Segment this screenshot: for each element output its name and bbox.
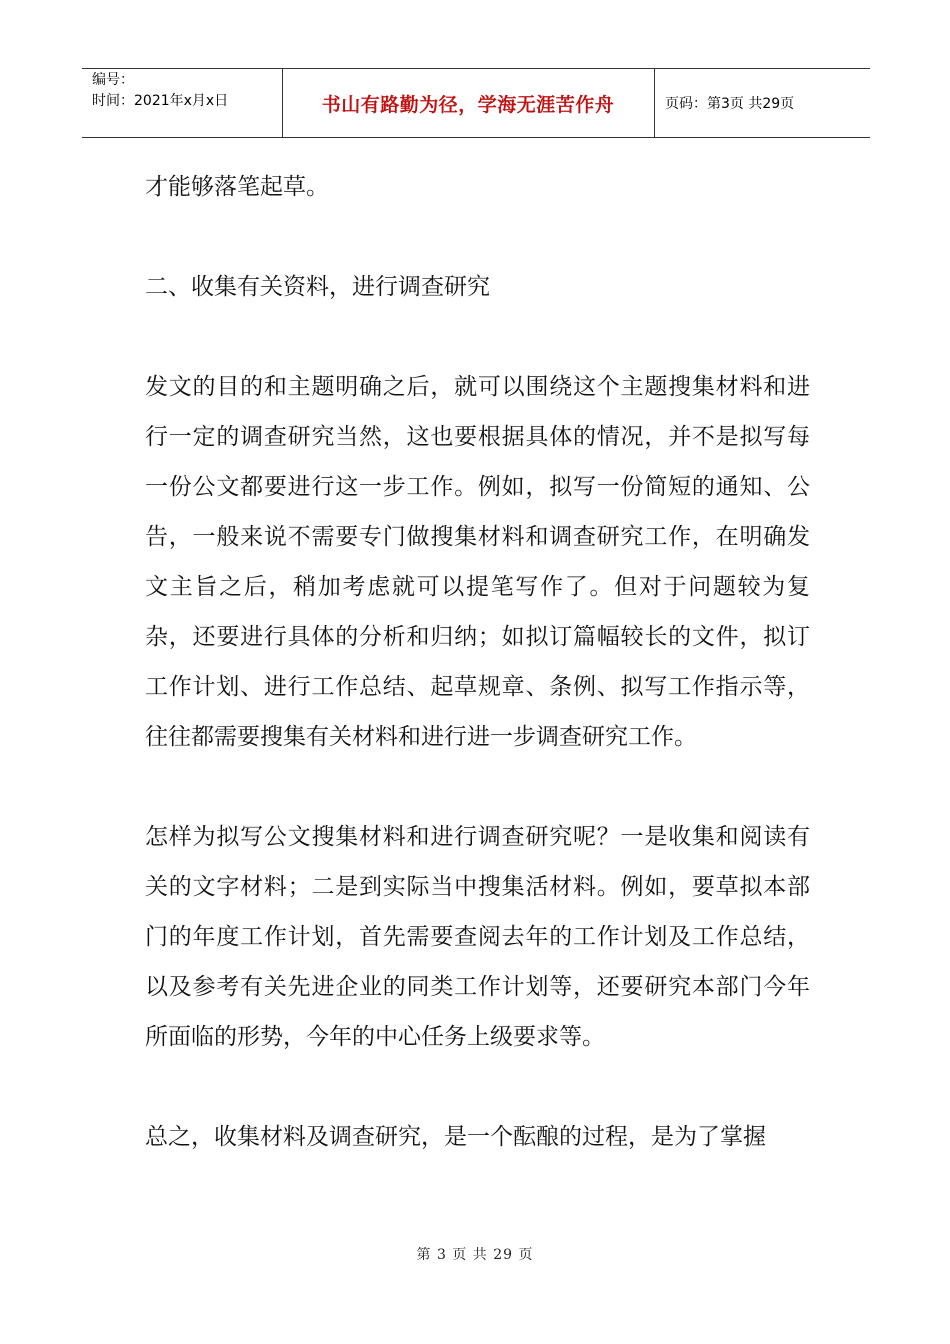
header-page-cell xyxy=(655,69,870,137)
header-motto-cell xyxy=(282,69,655,137)
header-meta-cell xyxy=(82,69,283,137)
document-date: 时间：2021年x月x日 xyxy=(92,93,229,109)
body-paragraph: 怎样为拟写公文搜集材料和进行调查研究呢？一是收集和阅读有关的文字材料；二是到实际当中搜集活材料。例如，要草拟本部门的年度工作计划，首先需要查阅去年的工作计划及工作总结，以及参考有关先进企业的同类工作计划等，还要研究本部门今年所面临的形势，今年的中心任务上级要求等。 xyxy=(145,824,810,1050)
body-paragraph: 才能够落笔起草。 xyxy=(145,174,329,200)
page-footer: 第 3 页 共 29 页 xyxy=(416,1247,534,1263)
body-paragraph: 总之，收集材料及调查研究，是一个酝酿的过程，是为了掌握 xyxy=(145,1124,766,1150)
header-motto: 书山有路勤为径，学海无涯苦作舟 xyxy=(321,93,615,116)
document-number-label: 编号： xyxy=(92,72,134,88)
section-heading: 二、收集有关资料，进行调查研究 xyxy=(145,274,490,300)
document-header xyxy=(82,68,870,138)
document-body xyxy=(145,162,810,1162)
header-page-info: 页码：第3页 共29页 xyxy=(665,96,795,112)
body-paragraph: 发文的目的和主题明确之后，就可以围绕这个主题搜集材料和进行一定的调查研究当然，这也要根据具体的情况，并不是拟写每一份公文都要进行这一步工作。例如，拟写一份简短的通知、公告，一般来说不需要专门做搜集材料和调查研究工作，在明确发文主旨之后，稍加考虑就可以提笔写作了。但对于问题较为复杂，还要进行具体的分析和归纳；如拟订篇幅较长的文件，拟订工作计划、进行工作总结、起草规章、条例、拟写工作指示等，往往都需要搜集有关材料和进行进一步调查研究工作。 xyxy=(145,374,810,750)
